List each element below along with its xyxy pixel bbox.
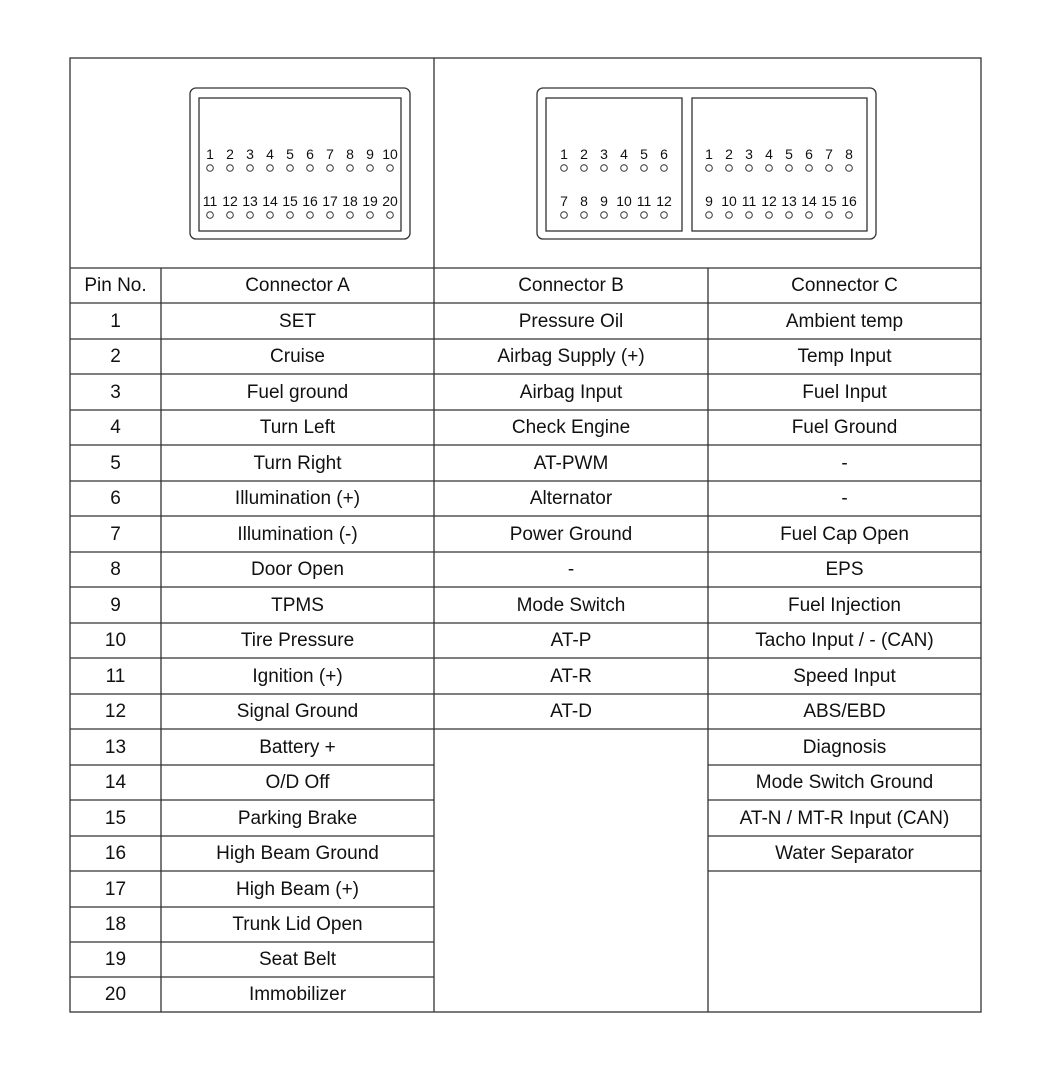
connector-a-pin-hole bbox=[367, 212, 374, 219]
connector-c-pin-label: 16 bbox=[841, 193, 857, 209]
connector-c-pin-label: 5 bbox=[785, 146, 793, 162]
connector-c-pin-label: 3 bbox=[745, 146, 753, 162]
connector-b-cell: Airbag Input bbox=[519, 381, 623, 403]
connector-a-cell: Ignition (+) bbox=[252, 665, 343, 687]
connector-c-inner bbox=[692, 98, 867, 231]
pin-number: 18 bbox=[104, 914, 127, 935]
connector-a-pin-hole bbox=[327, 165, 334, 172]
connector-c-pin-hole bbox=[826, 165, 833, 172]
connector-c-pin-label: 13 bbox=[781, 193, 797, 209]
connector-a-cell: TPMS bbox=[271, 594, 324, 616]
connector-a-cell: Turn Right bbox=[253, 452, 342, 474]
connector-a-pin-hole bbox=[347, 165, 354, 172]
connector-a-pin-hole bbox=[387, 212, 394, 219]
connector-c-pin-label: 8 bbox=[845, 146, 853, 162]
pin-number: 8 bbox=[110, 559, 121, 580]
connector-c-cell: Ambient temp bbox=[785, 310, 904, 332]
connector-a-pin-hole bbox=[267, 165, 274, 172]
connector-c-pin-label: 1 bbox=[705, 146, 713, 162]
connector-a-pin-label: 1 bbox=[206, 146, 214, 162]
connector-c-pin-label: 12 bbox=[761, 193, 777, 209]
connector-a-pin-hole bbox=[247, 212, 254, 219]
connector-a-cell: Turn Left bbox=[259, 417, 336, 438]
connector-a-pin-label: 13 bbox=[242, 193, 258, 209]
connector-a-pin-label: 16 bbox=[302, 193, 318, 209]
connector-a-cell: Seat Belt bbox=[258, 949, 337, 970]
connector-c-pin-hole bbox=[766, 212, 773, 219]
connector-b-pin-label: 12 bbox=[656, 193, 672, 209]
connector-b-pin-hole bbox=[601, 165, 608, 172]
connector-a-pin-label: 7 bbox=[326, 146, 334, 162]
connector-b-cell: AT-R bbox=[550, 665, 592, 687]
connector-a-cell: Cruise bbox=[270, 346, 325, 367]
connector-a-pin-label: 12 bbox=[222, 193, 238, 209]
connector-a-pin-hole bbox=[267, 212, 274, 219]
connector-c-pin-label: 15 bbox=[821, 193, 837, 209]
connector-c-cell: Fuel Ground bbox=[791, 417, 898, 438]
connector-a-pin-label: 4 bbox=[266, 146, 274, 162]
connector-c-pin-hole bbox=[826, 212, 833, 219]
connector-a-pin-label: 10 bbox=[382, 146, 398, 162]
connector-c-pin-hole bbox=[726, 212, 733, 219]
connector-a-cell: O/D Off bbox=[265, 772, 330, 793]
connector-c-cell: Temp Input bbox=[797, 346, 892, 367]
connector-c-pin-label: 11 bbox=[741, 193, 757, 209]
connector-a-pin-label: 6 bbox=[306, 146, 314, 162]
connector-a-cell: High Beam Ground bbox=[216, 843, 379, 864]
pin-number: 16 bbox=[104, 843, 127, 864]
connector-a-pin-hole bbox=[227, 212, 234, 219]
connector-b-cell: Power Ground bbox=[509, 523, 633, 545]
header-connector-b-cell: Connector B bbox=[518, 275, 624, 296]
pin-number: 2 bbox=[110, 346, 121, 367]
connector-a-pin-hole bbox=[227, 165, 234, 172]
connector-a-cell: Illumination (+) bbox=[234, 488, 361, 509]
connector-c-cell: Tacho Input / - (CAN) bbox=[755, 630, 934, 651]
connector-a-pin-label: 18 bbox=[342, 193, 358, 209]
connector-b-cell: - bbox=[567, 559, 575, 580]
connector-b-pin-label: 11 bbox=[636, 193, 652, 209]
connector-b-pin-label: 10 bbox=[616, 193, 632, 209]
connector-a-pin-label: 19 bbox=[362, 193, 378, 209]
connector-c-pin-label: 7 bbox=[825, 146, 833, 162]
connector-c-cell: Fuel Input bbox=[802, 381, 887, 403]
pin-number: 14 bbox=[104, 772, 127, 793]
connector-b-inner bbox=[546, 98, 682, 231]
connector-c-pin-hole bbox=[706, 212, 713, 219]
connector-b-pin-label: 9 bbox=[600, 193, 608, 209]
header-connector-c-cell: Connector C bbox=[791, 275, 898, 296]
connector-b-pin-hole bbox=[661, 212, 668, 219]
connector-c-pin-label: 4 bbox=[765, 146, 773, 162]
pin-number: 13 bbox=[104, 736, 127, 758]
connector-a-housing bbox=[190, 88, 410, 239]
connector-a-pin-hole bbox=[347, 212, 354, 219]
connector-b-pin-label: 5 bbox=[640, 146, 648, 162]
connector-c-cell: Mode Switch Ground bbox=[755, 772, 934, 793]
connector-a-pin-label: 17 bbox=[322, 193, 338, 209]
connector-a-pin-hole bbox=[307, 212, 314, 219]
connector-c-pin-label: 6 bbox=[805, 146, 813, 162]
connector-a-pin-label: 3 bbox=[246, 146, 254, 162]
connector-a-pin-label: 8 bbox=[346, 146, 354, 162]
header-connector-a-cell: Connector A bbox=[245, 275, 350, 296]
connector-b-pin-label: 1 bbox=[560, 146, 568, 162]
connector-a-pin-label: 5 bbox=[286, 146, 294, 162]
pin-number: 6 bbox=[110, 488, 121, 509]
connector-a-cell: Door Open bbox=[251, 559, 344, 580]
connector-b-pin-hole bbox=[661, 165, 668, 172]
connector-a-pin-hole bbox=[247, 165, 254, 172]
pin-number: 17 bbox=[104, 878, 127, 900]
connector-c-cell: Diagnosis bbox=[802, 736, 887, 758]
pin-number: 5 bbox=[110, 452, 121, 474]
pin-number: 4 bbox=[110, 417, 121, 438]
pin-number: 3 bbox=[110, 381, 121, 403]
connector-c-cell: Water Separator bbox=[775, 843, 914, 864]
connector-b-pin-hole bbox=[561, 212, 568, 219]
connector-c-pin-hole bbox=[706, 165, 713, 172]
connector-b-pin-label: 3 bbox=[600, 146, 608, 162]
connector-c-cell: EPS bbox=[825, 559, 864, 580]
connector-c-cell: Fuel Cap Open bbox=[780, 523, 909, 545]
pin-number: 7 bbox=[110, 523, 121, 545]
connector-c-cell: - bbox=[841, 488, 848, 509]
connector-b-cell: Alternator bbox=[529, 488, 613, 509]
connector-a-cell: Signal Ground bbox=[236, 701, 359, 722]
connector-c-pin-hole bbox=[806, 165, 813, 172]
connector-a-pin-hole bbox=[287, 212, 294, 219]
header-pin-number: Pin No. bbox=[84, 275, 147, 296]
connector-a-cell: Immobilizer bbox=[248, 984, 347, 1005]
connector-b-cell: Check Engine bbox=[511, 417, 631, 438]
connector-b-pin-hole bbox=[601, 212, 608, 219]
pin-number: 10 bbox=[104, 630, 127, 651]
connector-c-cell: ABS/EBD bbox=[803, 701, 886, 722]
connector-a-cell: Trunk Lid Open bbox=[232, 914, 363, 935]
connector-a-pin-hole bbox=[207, 165, 214, 172]
connector-a-pin-label: 15 bbox=[282, 193, 298, 209]
connector-a-pin-label: 14 bbox=[262, 193, 278, 209]
connector-a-pin-label: 11 bbox=[202, 193, 218, 209]
connector-c-pin-hole bbox=[846, 212, 853, 219]
connector-b-cell: Mode Switch bbox=[516, 594, 626, 616]
connector-b-pin-hole bbox=[581, 212, 588, 219]
connector-b-pin-hole bbox=[621, 212, 628, 219]
pin-number: 1 bbox=[110, 310, 121, 332]
connector-c-cell: Speed Input bbox=[793, 665, 896, 687]
connector-c-pin-hole bbox=[806, 212, 813, 219]
connector-a-pin-hole bbox=[327, 212, 334, 219]
connector-c-pin-hole bbox=[726, 165, 733, 172]
pin-number: 19 bbox=[104, 949, 127, 970]
connector-c-pin-label: 2 bbox=[725, 146, 733, 162]
connector-a-pin-hole bbox=[387, 165, 394, 172]
connector-c-pin-label: 14 bbox=[801, 193, 817, 209]
pin-number: 12 bbox=[104, 701, 127, 722]
pin-number: 20 bbox=[104, 984, 127, 1005]
connector-b-pin-hole bbox=[581, 165, 588, 172]
connector-a-pin-hole bbox=[207, 212, 214, 219]
connector-c-cell: Fuel Injection bbox=[787, 594, 901, 616]
connector-b-cell: Airbag Supply (+) bbox=[497, 346, 645, 367]
connector-a-cell: High Beam (+) bbox=[235, 878, 360, 900]
connector-c-pin-hole bbox=[846, 165, 853, 172]
connector-a-cell: Fuel ground bbox=[246, 381, 349, 403]
connector-b-pin-label: 2 bbox=[580, 146, 588, 162]
pin-number: 15 bbox=[104, 807, 127, 829]
connector-c-pin-hole bbox=[746, 212, 753, 219]
connector-a-cell: Battery + bbox=[259, 736, 336, 758]
connector-b-cell: AT-PWM bbox=[533, 452, 609, 474]
connector-a-cell: Tire Pressure bbox=[240, 630, 355, 651]
connector-b-pin-hole bbox=[621, 165, 628, 172]
connector-b-pin-label: 7 bbox=[560, 193, 568, 209]
pin-number: 11 bbox=[105, 665, 126, 687]
connector-c-pin-hole bbox=[786, 165, 793, 172]
connector-b-pin-label: 4 bbox=[620, 146, 628, 162]
connector-c-cell: AT-N / MT-R Input (CAN) bbox=[739, 807, 950, 829]
connector-b-pin-label: 6 bbox=[660, 146, 668, 162]
connector-a-pin-label: 9 bbox=[366, 146, 374, 162]
connector-a-pin-hole bbox=[287, 165, 294, 172]
connector-b-cell: AT-D bbox=[550, 701, 592, 722]
connector-b-cell: Pressure Oil bbox=[518, 310, 624, 332]
connector-a-cell: Illumination (-) bbox=[237, 523, 358, 545]
connector-c-pin-label: 10 bbox=[721, 193, 737, 209]
connector-b-pin-hole bbox=[561, 165, 568, 172]
connector-a-pin-hole bbox=[307, 165, 314, 172]
connector-a-cell: SET bbox=[279, 310, 316, 332]
connector-c-cell: - bbox=[841, 452, 848, 474]
connector-b-pin-hole bbox=[641, 165, 648, 172]
connector-c-pin-label: 9 bbox=[705, 193, 713, 209]
connector-c-pin-hole bbox=[766, 165, 773, 172]
connector-b-cell: AT-P bbox=[550, 630, 592, 651]
connector-a-pin-label: 20 bbox=[382, 193, 398, 209]
pin-number: 9 bbox=[110, 594, 121, 616]
connector-c-pin-hole bbox=[746, 165, 753, 172]
connector-c-pin-hole bbox=[786, 212, 793, 219]
connector-a-pin-label: 2 bbox=[226, 146, 234, 162]
connector-a-pin-hole bbox=[367, 165, 374, 172]
connector-b-pin-label: 8 bbox=[580, 193, 588, 209]
connector-b-pin-hole bbox=[641, 212, 648, 219]
connector-a-cell: Parking Brake bbox=[237, 807, 358, 829]
